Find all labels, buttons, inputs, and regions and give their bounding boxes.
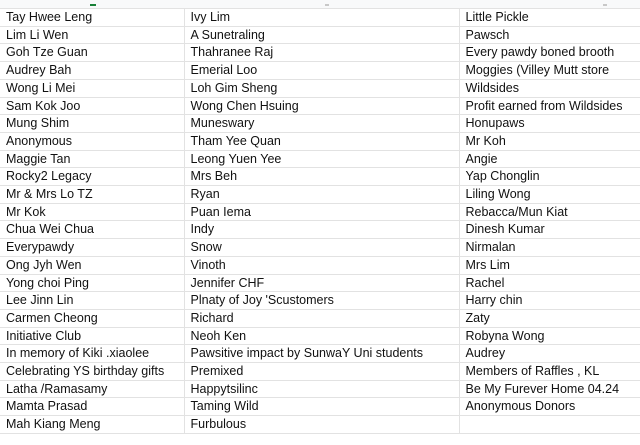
cell-b[interactable]: Ryan <box>184 186 459 204</box>
table-row <box>0 132 640 150</box>
cell-c[interactable]: Liling Wong <box>459 186 640 204</box>
cell-b[interactable]: Ivy Lim <box>184 9 459 26</box>
cell-c[interactable]: Every pawdy boned brooth <box>459 44 640 62</box>
table-row <box>0 416 640 434</box>
cell-a[interactable]: Ong Jyh Wen <box>0 256 184 274</box>
cell-a[interactable]: Audrey Bah <box>0 62 184 80</box>
cell-c[interactable]: Zaty <box>459 309 640 327</box>
cell-b[interactable]: Taming Wild <box>184 398 459 416</box>
cell-a[interactable]: Mah Kiang Meng <box>0 416 184 434</box>
table-row <box>0 398 640 416</box>
table-row <box>0 97 640 115</box>
cell-c[interactable]: Be My Furever Home 04.24 <box>459 380 640 398</box>
cell-c[interactable]: Anonymous Donors <box>459 398 640 416</box>
cell-c[interactable]: Honupaws <box>459 115 640 133</box>
cell-a[interactable]: Maggie Tan <box>0 150 184 168</box>
cell-c[interactable]: Angie <box>459 150 640 168</box>
column-header-strip <box>0 0 640 9</box>
cell-c[interactable]: Profit earned from Wildsides <box>459 97 640 115</box>
cell-a[interactable]: In memory of Kiki .xiaolee <box>0 345 184 363</box>
cell-c[interactable]: Little Pickle <box>459 9 640 26</box>
cell-b[interactable]: Happytsilinc <box>184 380 459 398</box>
table-row <box>0 345 640 363</box>
cell-b[interactable]: Premixed <box>184 363 459 381</box>
cell-c[interactable]: Mr Koh <box>459 132 640 150</box>
cell-c[interactable]: Robyna Wong <box>459 327 640 345</box>
cell-b[interactable]: Tham Yee Quan <box>184 132 459 150</box>
column-a-header-indicator[interactable] <box>90 0 96 6</box>
table-row <box>0 292 640 310</box>
cell-c[interactable]: Audrey <box>459 345 640 363</box>
donor-table-body <box>0 9 640 433</box>
cell-c[interactable]: Dinesh Kumar <box>459 221 640 239</box>
table-row <box>0 363 640 381</box>
cell-a[interactable]: Initiative Club <box>0 327 184 345</box>
cell-b[interactable]: Emerial Loo <box>184 62 459 80</box>
cell-a[interactable]: Goh Tze Guan <box>0 44 184 62</box>
table-row <box>0 327 640 345</box>
cell-a[interactable]: Mr & Mrs Lo TZ <box>0 186 184 204</box>
cell-a[interactable]: Rocky2 Legacy <box>0 168 184 186</box>
cell-a[interactable]: Carmen Cheong <box>0 309 184 327</box>
cell-c[interactable]: Rachel <box>459 274 640 292</box>
cell-a[interactable]: Yong choi Ping <box>0 274 184 292</box>
cell-c[interactable]: Members of Raffles , KL <box>459 363 640 381</box>
cell-b[interactable]: Puan Iema <box>184 203 459 221</box>
cell-a[interactable]: Tay Hwee Leng <box>0 9 184 26</box>
table-row <box>0 150 640 168</box>
cell-a[interactable]: Mamta Prasad <box>0 398 184 416</box>
cell-c[interactable]: Mrs Lim <box>459 256 640 274</box>
cell-a[interactable]: Wong Li Mei <box>0 79 184 97</box>
table-row <box>0 168 640 186</box>
table-row <box>0 26 640 44</box>
cell-a[interactable]: Lee Jinn Lin <box>0 292 184 310</box>
table-row <box>0 203 640 221</box>
cell-a[interactable]: Chua Wei Chua <box>0 221 184 239</box>
table-row <box>0 79 640 97</box>
table-row <box>0 9 640 26</box>
cell-b[interactable]: Furbulous <box>184 416 459 434</box>
cell-b[interactable]: Mrs Beh <box>184 168 459 186</box>
cell-b[interactable]: Wong Chen Hsuing <box>184 97 459 115</box>
cell-a[interactable]: Sam Kok Joo <box>0 97 184 115</box>
cell-a[interactable]: Latha /Ramasamy <box>0 380 184 398</box>
cell-a[interactable]: Celebrating YS birthday gifts <box>0 363 184 381</box>
table-row <box>0 221 640 239</box>
cell-c[interactable] <box>459 416 640 434</box>
cell-c[interactable]: Moggies (Villey Mutt store <box>459 62 640 80</box>
column-c-header-indicator[interactable] <box>603 0 607 6</box>
cell-b[interactable]: A Sunetraling <box>184 26 459 44</box>
cell-a[interactable]: Anonymous <box>0 132 184 150</box>
cell-b[interactable]: Jennifer CHF <box>184 274 459 292</box>
cell-c[interactable]: Wildsides <box>459 79 640 97</box>
cell-b[interactable]: Neoh Ken <box>184 327 459 345</box>
cell-c[interactable]: Pawsch <box>459 26 640 44</box>
table-row <box>0 115 640 133</box>
cell-b[interactable]: Snow <box>184 239 459 257</box>
cell-c[interactable]: Yap Chonglin <box>459 168 640 186</box>
cell-b[interactable]: Leong Yuen Yee <box>184 150 459 168</box>
table-row <box>0 239 640 257</box>
table-row <box>0 256 640 274</box>
cell-b[interactable]: Thahranee Raj <box>184 44 459 62</box>
table-row <box>0 186 640 204</box>
table-row <box>0 380 640 398</box>
table-row <box>0 62 640 80</box>
cell-b[interactable]: Loh Gim Sheng <box>184 79 459 97</box>
table-row <box>0 309 640 327</box>
cell-c[interactable]: Nirmalan <box>459 239 640 257</box>
cell-b[interactable]: Indy <box>184 221 459 239</box>
cell-a[interactable]: Everypawdy <box>0 239 184 257</box>
cell-b[interactable]: Muneswary <box>184 115 459 133</box>
cell-b[interactable]: Richard <box>184 309 459 327</box>
donor-table <box>0 9 640 434</box>
cell-b[interactable]: Pawsitive impact by SunwaY Uni students <box>184 345 459 363</box>
table-row <box>0 274 640 292</box>
cell-c[interactable]: Rebacca/Mun Kiat <box>459 203 640 221</box>
column-b-header-indicator[interactable] <box>325 0 329 6</box>
cell-b[interactable]: Vinoth <box>184 256 459 274</box>
cell-a[interactable]: Mr Kok <box>0 203 184 221</box>
cell-c[interactable]: Harry chin <box>459 292 640 310</box>
table-row <box>0 44 640 62</box>
cell-a[interactable]: Mung Shim <box>0 115 184 133</box>
cell-b[interactable]: Plnaty of Joy 'Scustomers <box>184 292 459 310</box>
cell-a[interactable]: Lim Li Wen <box>0 26 184 44</box>
